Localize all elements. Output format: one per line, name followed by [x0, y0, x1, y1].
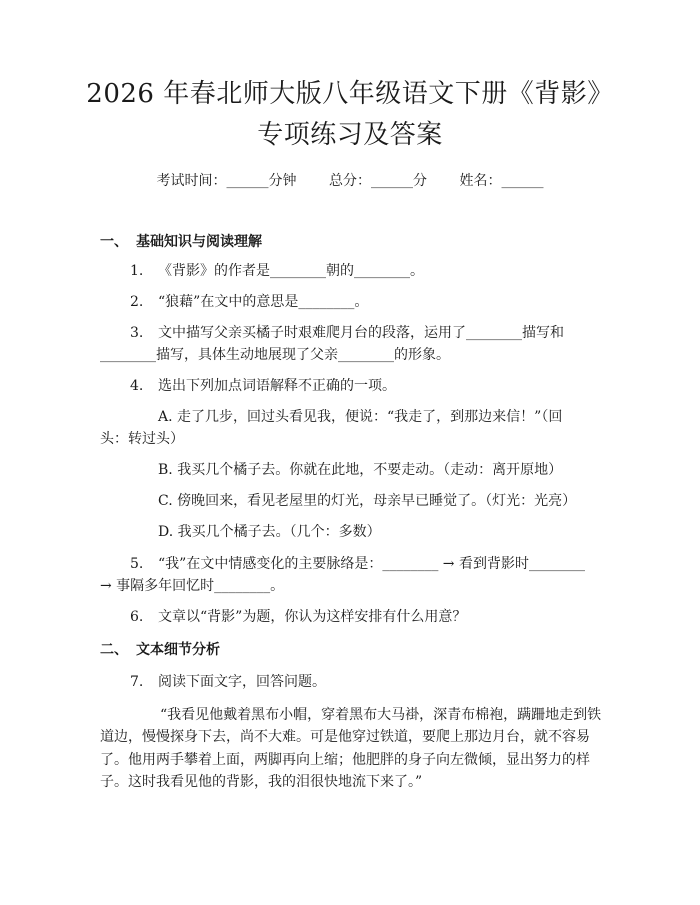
question-number: 7.	[130, 674, 144, 690]
passage-line-2: 道边，慢慢探身下去，尚不大难。可是他穿过铁道，要爬上那边月台，就不容易	[100, 729, 590, 745]
student-name-field: 姓名：______	[459, 173, 544, 189]
question-5-continuation: → 事隔多年回忆时________。	[100, 578, 285, 594]
question-6	[100, 605, 630, 629]
question-text: 《背影》的作者是________朝的________。	[158, 263, 424, 279]
question-number: 4.	[130, 378, 144, 394]
option-b: B. 我买几个橘子去。你就在此地，不要走动。（走动：离开原地）	[158, 462, 563, 478]
passage-line-1: “我看见他戴着黑布小帽，穿着黑布大马褂，深青布棉袍，蹒跚地走到铁	[160, 707, 602, 723]
question-3-continuation: ________描写，具体生动地展现了父亲________的形象。	[100, 347, 450, 363]
question-number: 1.	[130, 263, 144, 279]
section-title: 基础知识与阅读理解	[136, 234, 262, 250]
option-a-continuation: 头：转过头）	[100, 431, 184, 447]
question-3	[100, 321, 630, 345]
passage-line-4: 子。这时我看见他的背影，我的泪很快地流下来了。”	[100, 774, 423, 790]
option-c: C. 傍晚回来，看见老屋里的灯光，母亲早已睡觉了。（灯光：光亮）	[158, 493, 577, 509]
section-heading-2	[100, 639, 220, 659]
section-title: 文本细节分析	[136, 642, 220, 658]
question-text: “我”在文中情感变化的主要脉络是：________ → 看到背影时________	[158, 556, 585, 572]
passage-line-3: 了。他用两手攀着上面，两脚再向上缩；他肥胖的身子向左微倾，显出努力的样	[100, 752, 590, 768]
question-number: 6.	[130, 609, 144, 625]
section-number: 二、	[100, 642, 128, 658]
document-title-line-1: 2026 年春北师大版八年级语文下册《背影》	[86, 79, 614, 109]
question-text: “狼藉”在文中的意思是________。	[158, 294, 369, 310]
exam-time-field: 考试时间：______分钟	[156, 173, 297, 189]
question-number: 3.	[130, 325, 144, 341]
question-4	[100, 374, 630, 398]
question-text: 文章以“背影”为题，你认为这样安排有什么用意？	[158, 609, 467, 625]
question-number: 5.	[130, 556, 144, 572]
total-score-field: 总分：______分	[329, 173, 427, 189]
question-text: 选出下列加点词语解释不正确的一项。	[158, 378, 396, 394]
option-d: D. 我买几个橘子去。（几个：多数）	[158, 524, 381, 540]
question-5	[100, 552, 630, 576]
question-7	[100, 670, 630, 694]
question-number: 2.	[130, 294, 144, 310]
option-a: A. 走了几步，回过头看见我，便说：“我走了，到那边来信！”（回	[158, 409, 563, 425]
question-text: 阅读下面文字，回答问题。	[158, 674, 326, 690]
section-number: 一、	[100, 234, 128, 250]
document-title-line-2: 专项练习及答案	[257, 120, 443, 150]
question-text: 文中描写父亲买橘子时艰难爬月台的段落，运用了________描写和	[158, 325, 564, 341]
question-2	[100, 290, 630, 314]
section-heading-1	[100, 231, 262, 251]
question-1	[100, 259, 630, 283]
exam-meta	[0, 170, 700, 190]
